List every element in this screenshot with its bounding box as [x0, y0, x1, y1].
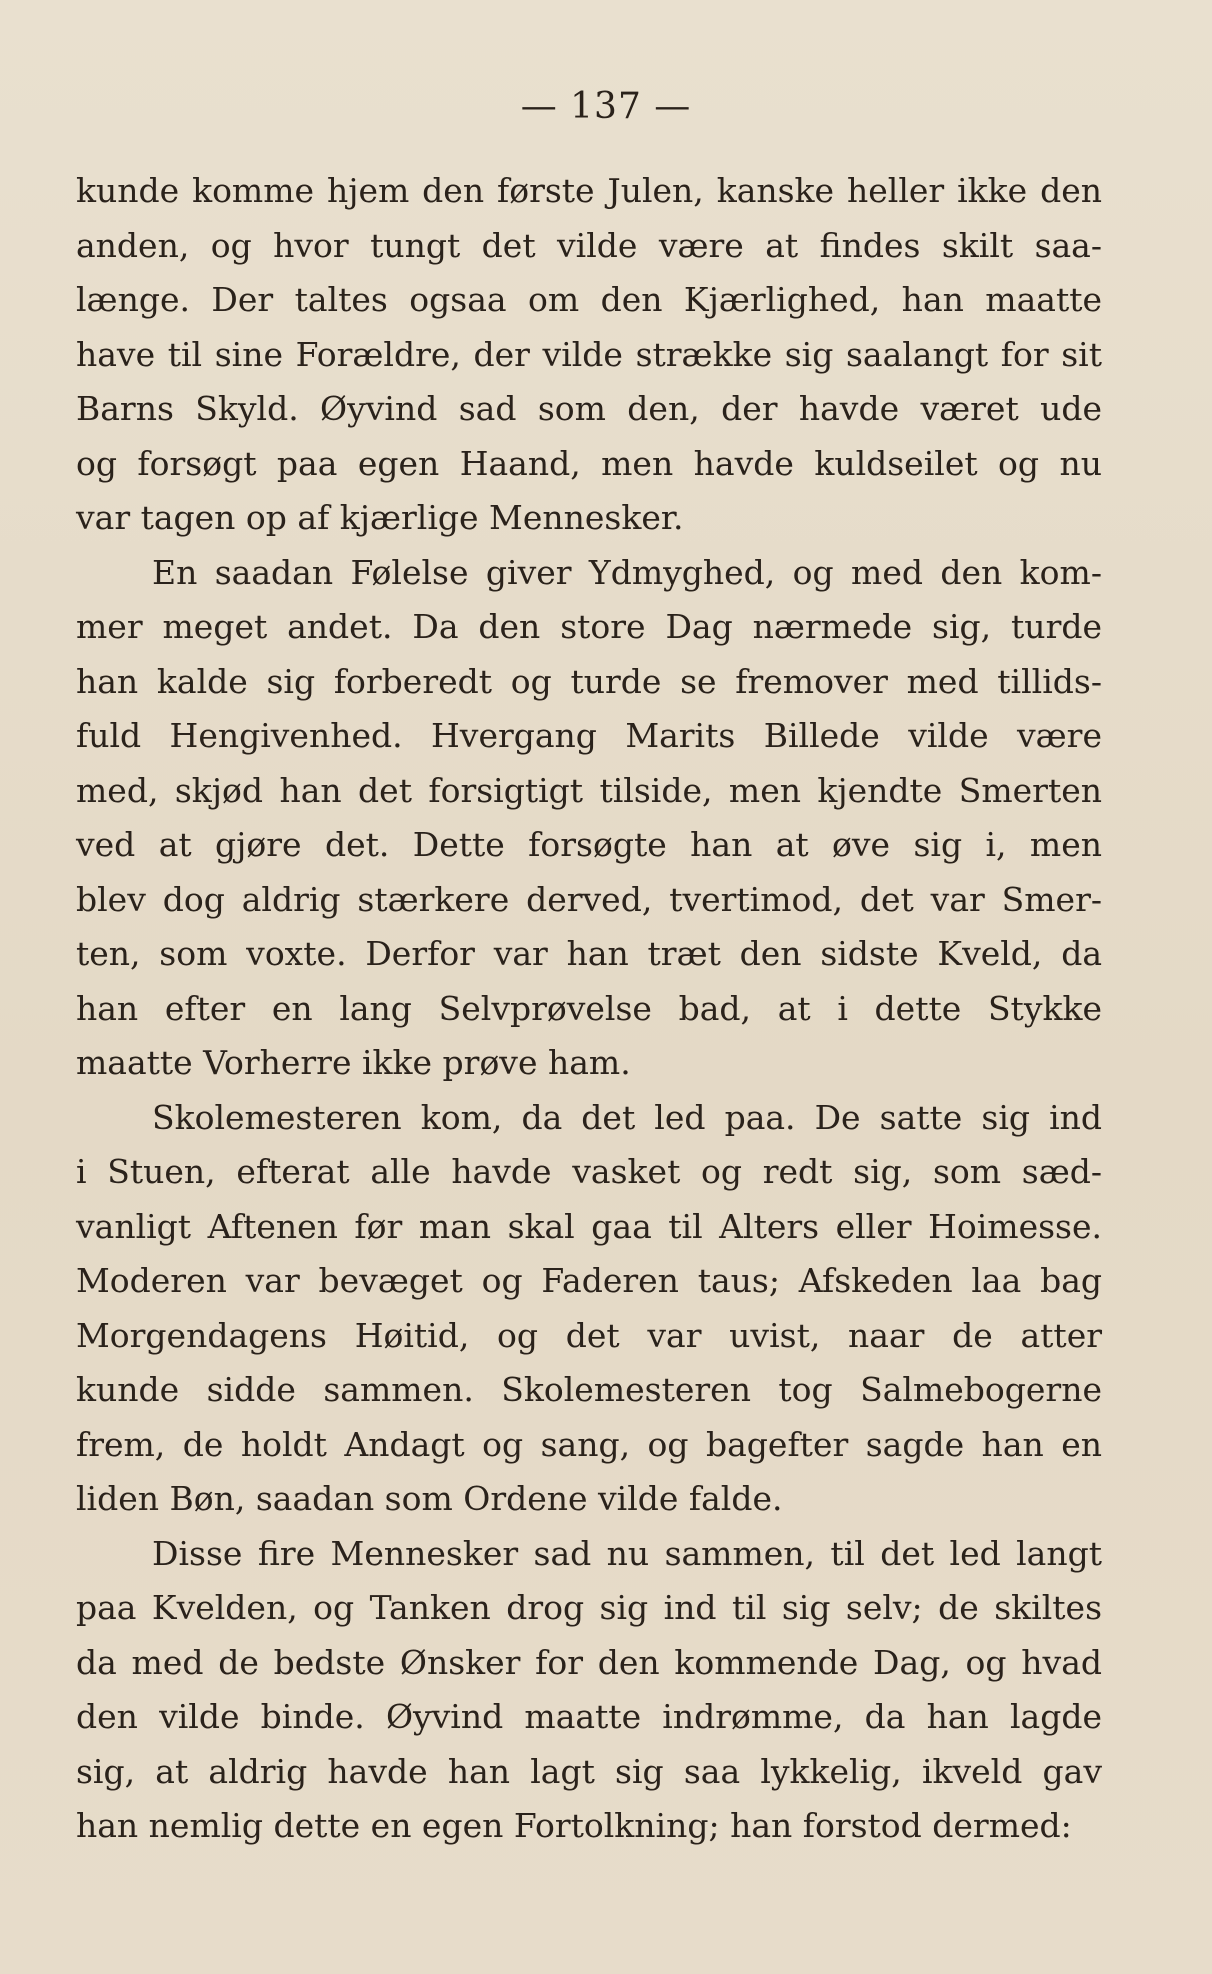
text-line: han nemlig dette en egen Fortolkning; han forstod dermed: — [76, 1806, 1072, 1845]
text-line: liden Bøn, saadan som Ordene vilde falde. — [76, 1479, 783, 1518]
text-line: Morgendagens Høitid, og det var uvist, naar de atter — [76, 1315, 1102, 1355]
text-line: da med de bedste Ønsker for den kommende Dag, og hvad — [76, 1642, 1102, 1682]
text-line: Moderen var bevæget og Faderen taus; Afskeden laa bag — [76, 1261, 1102, 1300]
text-line: En saadan Følelse giver Ydmyghed, og med den kom- — [152, 552, 1102, 592]
body-text — [76, 164, 1102, 1854]
text-line: han efter en lang Selvprøvelse bad, at i dette Stykke — [76, 988, 1102, 1028]
text-line: i Stuen, efterat alle havde vasket og redt sig, som sæd- — [76, 1152, 1102, 1191]
text-line: Skolemesteren kom, da det led paa. De satte sig ind — [152, 1097, 1102, 1137]
text-line: kunde komme hjem den første Julen, kanske heller ikke den — [76, 171, 1102, 210]
text-line: var tagen op af kjærlige Mennesker. — [76, 498, 684, 537]
text-line: anden, og hvor tungt det vilde være at findes skilt saa- — [76, 225, 1102, 265]
text-line: med, skjød han det forsigtigt tilside, men kjendte Smerten — [76, 770, 1102, 810]
text-line: og forsøgt paa egen Haand, men havde kuldseilet og nu — [76, 443, 1102, 483]
text-line: Barns Skyld. Øyvind sad som den, der havde været ude — [76, 389, 1102, 428]
paragraph — [76, 1091, 1102, 1527]
text-line: fuld Hengivenhed. Hvergang Marits Billede vilde være — [76, 716, 1102, 755]
text-line: kunde sidde sammen. Skolemesteren tog Salmebogerne — [76, 1370, 1102, 1409]
text-line: han kalde sig forberedt og turde se fremover med tillids- — [76, 661, 1102, 701]
text-line: sig, at aldrig havde han lagt sig saa lykkelig, ikveld gav — [76, 1751, 1102, 1791]
page-number-header: — 137 — — [520, 86, 692, 127]
text-line: frem, de holdt Andagt og sang, og bagefter sagde han en — [76, 1424, 1102, 1464]
text-line: vanligt Aftenen før man skal gaa til Alters eller Hoimesse. — [76, 1206, 1102, 1246]
text-line: paa Kvelden, og Tanken drog sig ind til sig selv; de skiltes — [76, 1588, 1102, 1627]
text-line: maatte Vorherre ikke prøve ham. — [76, 1043, 631, 1082]
text-line: den vilde binde. Øyvind maatte indrømme, da han lagde — [76, 1697, 1102, 1736]
text-line: ten, som voxte. Derfor var han træt den sidste Kveld, da — [76, 934, 1102, 973]
text-line: længe. Der taltes ogsaa om den Kjærlighed, han maatte — [76, 280, 1102, 319]
text-line: Disse fire Mennesker sad nu sammen, til det led langt — [152, 1533, 1102, 1573]
paragraph — [76, 1527, 1102, 1854]
text-line: mer meget andet. Da den store Dag nærmede sig, turde — [76, 607, 1102, 646]
text-line: ved at gjøre det. Dette forsøgte han at øve sig i, men — [76, 825, 1102, 864]
paragraph — [76, 164, 1102, 546]
text-line: have til sine Forældre, der vilde strække sig saalangt for sit — [76, 334, 1102, 374]
text-line: blev dog aldrig stærkere derved, tvertimod, det var Smer- — [76, 879, 1102, 919]
paragraph — [76, 546, 1102, 1091]
